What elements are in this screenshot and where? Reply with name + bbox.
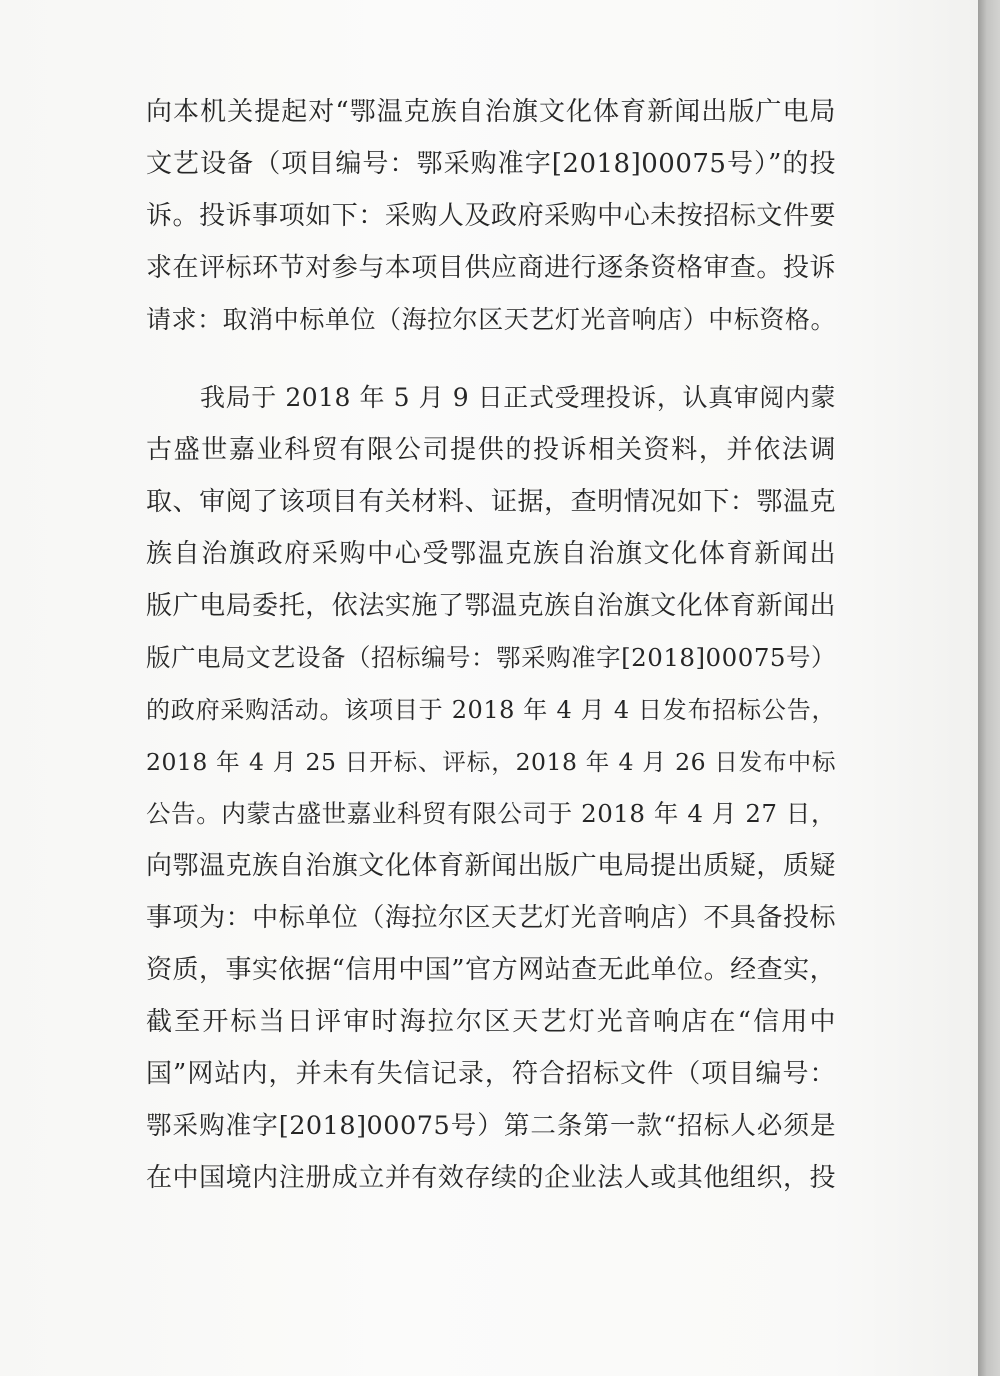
text-line: 向鄂温克族自治旗文化体育新闻出版广电局提出质疑，质疑 bbox=[146, 851, 836, 881]
text-line: 我局于 2018 年 5 月 9 日正式受理投诉，认真审阅内蒙 bbox=[200, 383, 836, 412]
text-line: 鄂采购准字[2018]00075号）第二条第一款“招标人必须是 bbox=[146, 1111, 836, 1141]
scanner-edge bbox=[978, 0, 1000, 1376]
text-line: 文艺设备（项目编号：鄂采购准字[2018]00075号）”的投 bbox=[146, 149, 836, 179]
text-line: 在中国境内注册成立并有效存续的企业法人或其他组织，投 bbox=[146, 1163, 836, 1193]
text-line: 的政府采购活动。该项目于 2018 年 4 月 4 日发布招标公告， bbox=[146, 696, 836, 724]
text-line: 诉。投诉事项如下：采购人及政府采购中心未按招标文件要 bbox=[146, 201, 836, 231]
text-line: 版广电局委托，依法实施了鄂温克族自治旗文化体育新闻出 bbox=[146, 591, 836, 621]
text-line: 2018 年 4 月 25 日开标、评标，2018 年 4 月 26 日发布中标 bbox=[146, 748, 836, 776]
text-line: 国”网站内，并未有失信记录，符合招标文件（项目编号： bbox=[146, 1059, 836, 1089]
text-line: 古盛世嘉业科贸有限公司提供的投诉相关资料，并依法调 bbox=[146, 435, 836, 465]
text-line: 版广电局文艺设备（招标编号：鄂采购准字[2018]00075号） bbox=[146, 643, 836, 672]
text-line: 取、审阅了该项目有关材料、证据，查明情况如下：鄂温克 bbox=[146, 487, 836, 517]
text-line: 向本机关提起对“鄂温克族自治旗文化体育新闻出版广电局 bbox=[146, 97, 836, 127]
text-line: 求在评标环节对参与本项目供应商进行逐条资格审查。投诉 bbox=[146, 253, 836, 283]
text-line: 请求：取消中标单位（海拉尔区天艺灯光音响店）中标资格。 bbox=[146, 305, 836, 334]
text-line: 公告。内蒙古盛世嘉业科贸有限公司于 2018 年 4 月 27 日， bbox=[146, 799, 836, 828]
text-line: 资质，事实依据“信用中国”官方网站查无此单位。经查实， bbox=[146, 955, 837, 985]
text-line: 截至开标当日评审时海拉尔区天艺灯光音响店在“信用中 bbox=[146, 1007, 836, 1037]
text-line: 族自治旗政府采购中心受鄂温克族自治旗文化体育新闻出 bbox=[146, 539, 836, 569]
text-line: 事项为：中标单位（海拉尔区天艺灯光音响店）不具备投标 bbox=[146, 903, 836, 933]
